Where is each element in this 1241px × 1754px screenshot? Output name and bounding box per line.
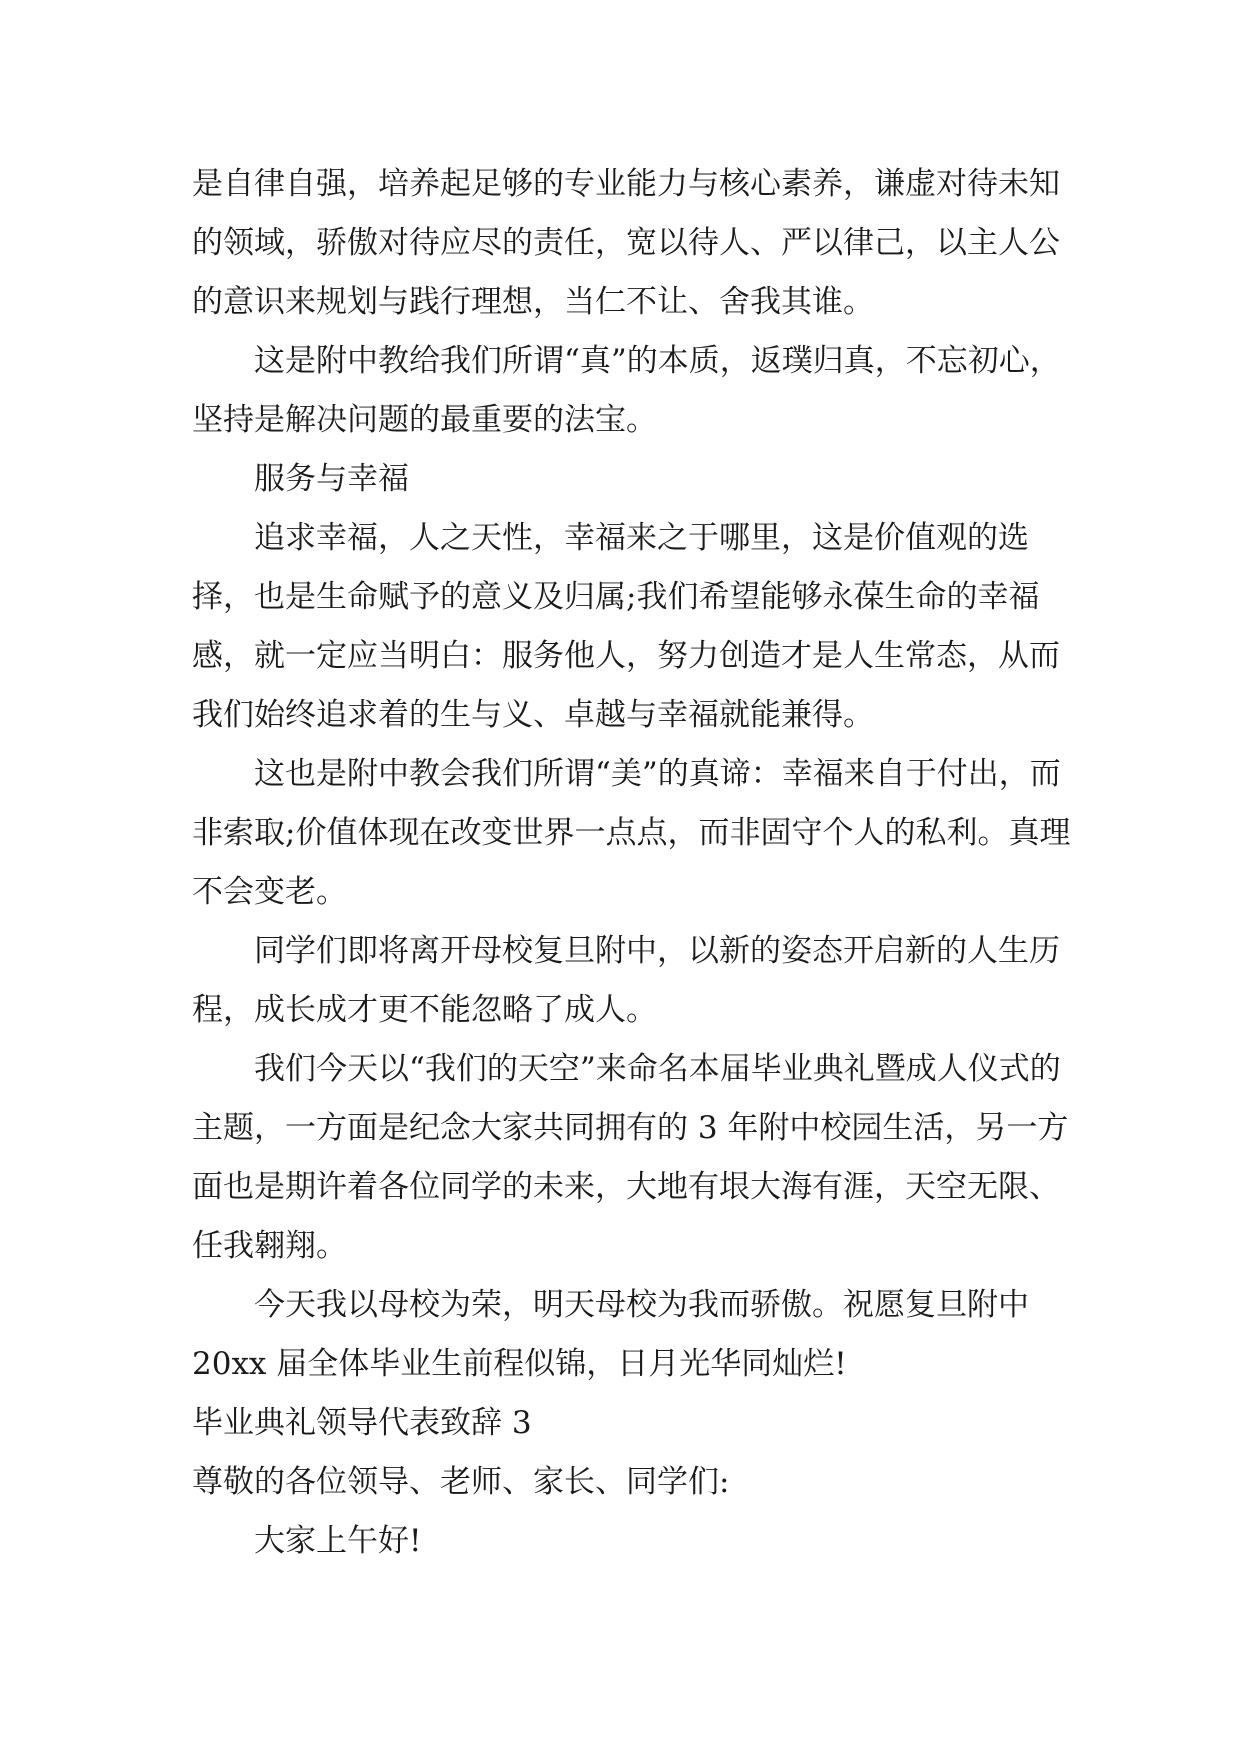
salutation: 尊敬的各位领导、老师、家长、同学们: <box>192 1464 730 1500</box>
paragraph: 同学们即将离开母校复旦附中，以新的姿态开启新的人生历程，成长成才更不能忽略了成人。 <box>192 933 1060 1028</box>
paragraph: 这也是附中教会我们所谓“美”的真谛：幸福来自于付出，而非索取;价值体现在改变世界一点点，而非固守个人的私利。真理不会变老。 <box>192 756 1071 910</box>
greeting: 大家上午好! <box>254 1523 422 1559</box>
paragraph: 追求幸福，人之天性，幸福来之于哪里，这是价值观的选择，也是生命赋予的意义及归属;我们希望能够永葆生命的幸福感，就一定应当明白：服务他人，努力创造才是人生常态，从而我们始终追求着的生与义、卓越与幸福就能兼得。 <box>192 520 1060 733</box>
paragraph: 今天我以母校为荣，明天母校为我而骄傲。祝愿复旦附中 20xx 届全体毕业生前程似锦，日月光华同灿烂! <box>192 1287 1029 1382</box>
document-body <box>192 155 1072 1571</box>
section-heading: 服务与幸福 <box>254 461 409 497</box>
paragraph: 这是附中教给我们所谓“真”的本质，返璞归真，不忘初心，坚持是解决问题的最重要的法宝。 <box>192 343 1061 438</box>
document-title: 毕业典礼领导代表致辞 3 <box>192 1405 532 1441</box>
paragraph: 是自律自强，培养起足够的专业能力与核心素养，谦虚对待未知的领域，骄傲对待应尽的责任，宽以待人、严以律己，以主人公的意识来规划与践行理想，当仁不让、舍我其谁。 <box>192 166 1060 320</box>
paragraph: 我们今天以“我们的天空”来命名本届毕业典礼暨成人仪式的主题，一方面是纪念大家共同拥有的 3 年附中校园生活，另一方面也是期许着各位同学的未来，大地有垠大海有涯，天空无限、任我翱翔。 <box>192 1051 1069 1264</box>
